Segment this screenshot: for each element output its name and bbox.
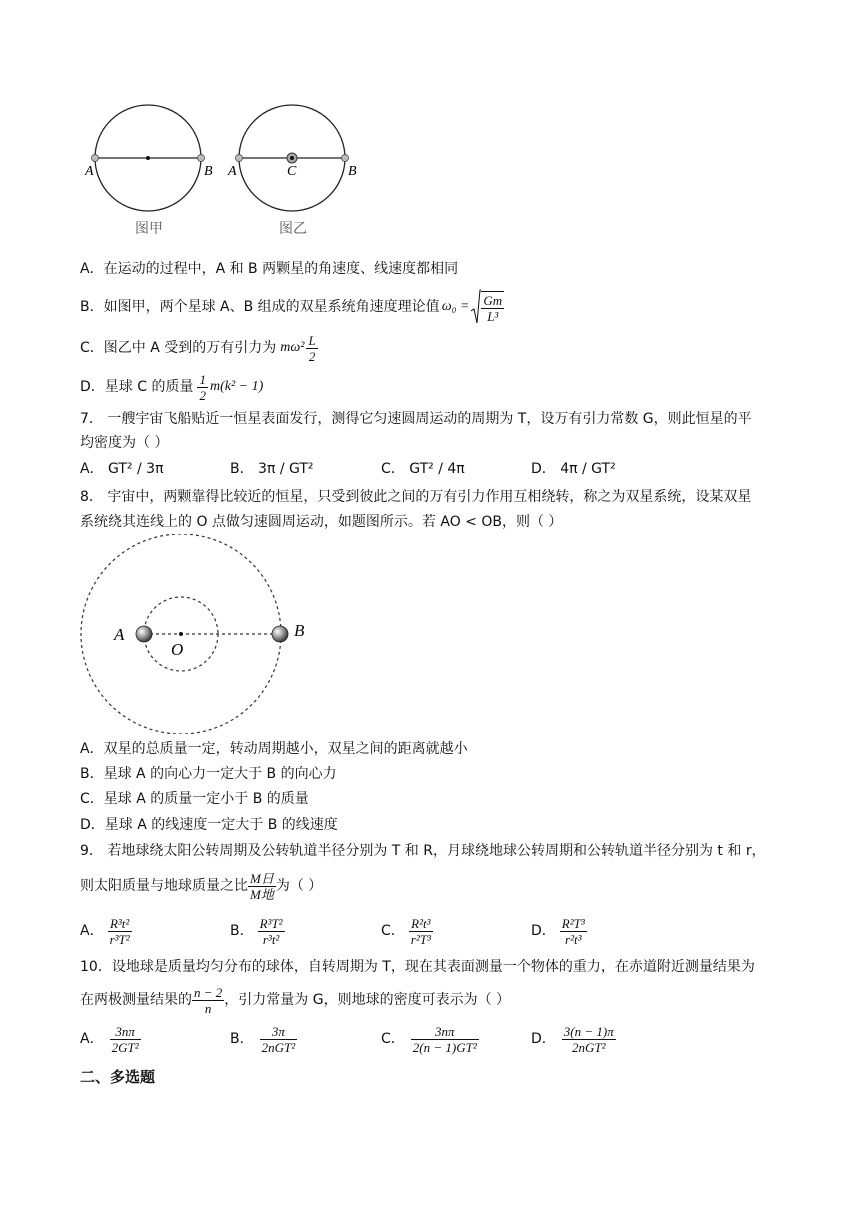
figure-yi	[227, 105, 357, 237]
fraction-denominator: 2nGT²	[261, 1039, 296, 1055]
q9-option-b	[230, 910, 285, 952]
figure-binary-star-circles	[80, 98, 370, 243]
q6-option-c-text: C．图乙中 A 受到的万有引力为	[80, 340, 277, 356]
q9-stem-line2	[80, 866, 322, 906]
fraction-numerator: n − 2	[194, 984, 223, 1000]
q7-option-d: D． 4π / GT²	[531, 461, 616, 477]
q10-option-b	[230, 1018, 297, 1060]
q8-option-d: D．星球 A 的线速度一定大于 B 的线速度	[80, 817, 338, 833]
q7-stem-line1: 7． 一艘宇宙飞船贴近一恒星表面发行，测得它匀速圆周运动的周期为 T，设万有引力常数 G，则此恒星的平	[80, 411, 752, 427]
option-label: A．	[80, 923, 104, 939]
fraction-denominator: n	[204, 1000, 212, 1016]
fraction-denominator: r³t²	[262, 931, 280, 947]
option-fraction	[110, 1024, 141, 1055]
q9-line2-pre: 则太阳质量与地球质量之比	[80, 878, 248, 894]
fraction-denominator: 2(n − 1)GT²	[412, 1039, 477, 1055]
point-a-label: A	[228, 164, 237, 179]
fraction-numerator: M日	[250, 870, 274, 886]
q8-option-b: B．星球 A 的向心力一定大于 B 的向心力	[80, 766, 337, 782]
q10-option-a	[80, 1018, 141, 1060]
figure-jia	[84, 105, 213, 237]
q10-line2-pre: 在两极测量结果的	[80, 992, 192, 1008]
q6-option-a-text: A．在运动的过程中，A 和 B 两颗星的角速度、线速度都相同	[80, 261, 459, 277]
option-fraction	[409, 916, 433, 947]
fraction-numerator: R²t³	[409, 916, 433, 932]
q8-option-a: A．双星的总质量一定，转动周期越小，双星之间的距离就越小	[80, 741, 468, 757]
q7-stem-line2: 均密度为（ ）	[80, 435, 169, 451]
q10-stem-line2	[80, 980, 510, 1020]
fraction-numerator: 3nπ	[110, 1024, 141, 1040]
d-formula-fraction	[197, 372, 208, 403]
q6-option-b	[80, 287, 504, 327]
q9-option-a	[80, 910, 132, 952]
fraction-denominator: M地	[250, 886, 274, 902]
fraction-numerator: R³T²	[259, 915, 283, 931]
option-label: D．	[531, 1031, 556, 1047]
option-label: B．	[230, 923, 254, 939]
fraction-numerator: 3nπ	[411, 1024, 479, 1040]
q9-option-c	[381, 910, 433, 952]
q9-stem-line1: 9． 若地球绕太阳公转周期及公转轨道半径分别为 T 和 R，月球绕地球公转周期和公转轨道半径分别为 t 和 r，	[80, 843, 766, 859]
figure-jia-caption: 图甲	[135, 222, 163, 237]
q8-stem-line2: 系统绕其连线上的 O 点做匀速圆周运动，如题图所示。若 AO < OB，则（ ）	[80, 514, 563, 530]
point-c-label: C	[287, 164, 297, 179]
q6-option-d	[80, 370, 263, 404]
fraction-numerator: L	[308, 332, 316, 348]
label-b-outside: B	[294, 621, 305, 640]
sqrt-numerator: Gm	[483, 292, 503, 308]
center-o-point	[179, 632, 183, 636]
q6-option-b-text: B．如图甲，两个星球 A、B 组成的双星系统角速度理论值	[80, 299, 440, 315]
q8-option-c: C．星球 A 的质量一定小于 B 的质量	[80, 791, 309, 807]
option-label: C．	[381, 1031, 405, 1047]
fraction-numerator: 1	[199, 371, 206, 387]
q7-option-c: C． GT² / 4π	[381, 461, 465, 477]
star-b	[272, 626, 288, 642]
q7-option-b: B． 3π / GT²	[230, 461, 314, 477]
fraction-numerator: R³t²	[108, 916, 132, 932]
fraction-numerator: 3π	[260, 1024, 298, 1040]
sqrt-denominator: L³	[487, 308, 499, 324]
option-fraction	[411, 1024, 479, 1055]
q10-option-d	[531, 1018, 616, 1060]
fraction-denominator: 2GT²	[111, 1039, 139, 1055]
c-formula-fraction	[306, 333, 317, 364]
star-a	[136, 626, 152, 642]
option-fraction	[108, 916, 132, 947]
fraction-denominator: 2	[199, 387, 206, 403]
option-label: A．	[80, 1031, 104, 1047]
point-b-label: B	[204, 164, 213, 179]
label-a: A	[114, 625, 125, 644]
fraction-denominator: r²T³	[410, 931, 431, 947]
omega-zero-symbol: ω₀ =	[441, 299, 470, 314]
fraction-denominator: r³T²	[109, 931, 130, 947]
fraction-denominator: 2	[308, 348, 316, 364]
fraction-numerator: 3(n − 1)π	[563, 1023, 614, 1039]
mass-ratio-fraction	[248, 871, 276, 902]
gravity-ratio-fraction	[192, 985, 224, 1016]
q9-option-d	[531, 910, 587, 952]
c-formula-prefix: mω²	[280, 340, 305, 355]
option-fraction	[562, 1024, 616, 1055]
option-label: B．	[230, 1031, 254, 1047]
fraction-numerator: R²T³	[561, 915, 585, 931]
sqrt-formula	[471, 289, 504, 325]
figure-binary-star-orbits	[80, 534, 290, 734]
option-fraction	[560, 916, 587, 947]
q7-option-a: A． GT² / 3π	[80, 461, 164, 477]
q6-option-d-text: D．星球 C 的质量	[80, 379, 194, 395]
q8-stem-line1: 8． 宇宙中，两颗靠得比较近的恒星，只受到彼此之间的万有引力作用互相绕转，称之为双星系统，设某双星	[80, 489, 752, 505]
option-label: C．	[381, 923, 405, 939]
fraction-denominator: 2nGT²	[572, 1039, 606, 1055]
d-formula-rest: m(k² − 1)	[209, 379, 264, 394]
q6-option-a	[80, 259, 458, 279]
q9-line2-post: 为（ ）	[275, 878, 323, 894]
figure-yi-caption: 图乙	[279, 222, 307, 237]
point-b-label: B	[348, 164, 357, 179]
sqrt-sign-icon	[471, 289, 481, 325]
q10-stem-line1: 10．设地球是质量均匀分布的球体，自转周期为 T，现在其表面测量一个物体的重力，在赤道附近测量结果为	[80, 959, 755, 975]
point-a-label: A	[85, 164, 94, 179]
option-fraction	[258, 916, 285, 947]
option-label: D．	[531, 923, 556, 939]
label-o: O	[171, 640, 184, 659]
q10-option-c	[381, 1018, 479, 1060]
fraction-denominator: r²t³	[565, 931, 582, 947]
section-title-multiple-choice: 二、多选题	[80, 1068, 156, 1086]
q6-option-c	[80, 330, 318, 366]
option-fraction	[260, 1024, 298, 1055]
q10-line2-post: ，引力常量为 G，则地球的密度可表示为（ ）	[224, 992, 511, 1008]
